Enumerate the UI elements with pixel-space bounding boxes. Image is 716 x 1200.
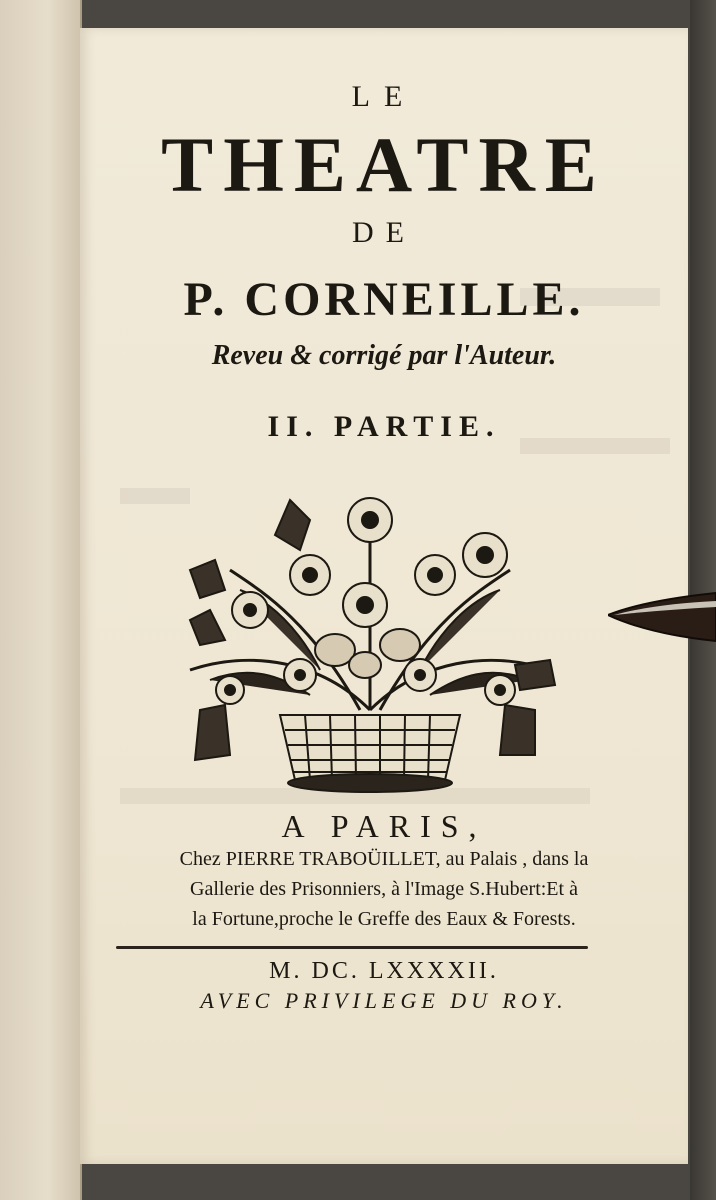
imprint-line: la Fortune,proche le Greffe des Eaux & Forests. [192, 908, 576, 930]
facing-page-edge [0, 0, 82, 1200]
author-name: P. CORNEILLE. [183, 273, 585, 326]
title-page [80, 28, 688, 1164]
imprint-line: Gallerie des Prisonniers, à l'Image S.Hubert:Et à [190, 878, 578, 900]
horizontal-rule [116, 946, 588, 949]
letter-opener-blade-icon [608, 585, 716, 647]
imprint-line: Chez PIERRE TRABOÜILLET, au Palais , dans la [179, 848, 589, 870]
publication-date: M. DC. LXXXXII. [269, 958, 499, 984]
part-number: II. PARTIE. [267, 410, 501, 443]
revision-note: Reveu & corrigé par l'Auteur. [211, 340, 557, 371]
title-line-theatre: THEATRE [161, 121, 607, 208]
title-line-le: LE [351, 80, 417, 113]
place-of-publication: A PARIS, [281, 808, 487, 844]
royal-privilege-line: AVEC PRIVILEGE DU ROY. [200, 988, 568, 1013]
flower-basket-woodcut-icon [170, 480, 570, 800]
title-line-de: DE [352, 216, 416, 249]
